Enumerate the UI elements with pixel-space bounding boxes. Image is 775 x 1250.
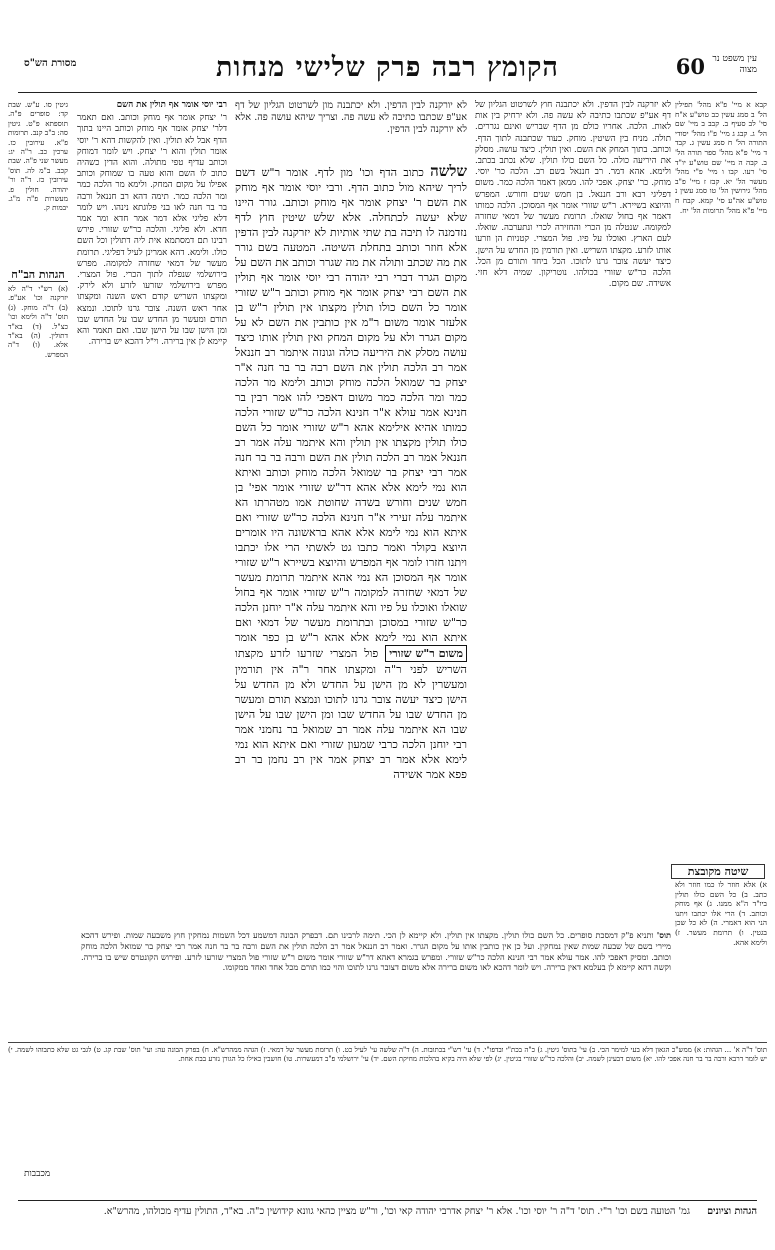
notes-block — [8, 1042, 767, 1168]
header-ein-mishpat-label: עין משפט נר מצוה — [712, 54, 757, 75]
header-masoret-label: מסורת הש"ס — [24, 58, 77, 69]
footer-divider — [18, 1200, 757, 1201]
footer-title: הגהות וציונים — [707, 1206, 757, 1217]
bottom-commentary-text: ותניא פ"ק דמסכת סופרים. כל השם כולו תולין. מקצתו אין תולין. ולא קיימא לן הכי. תימה לרבינו תם. דבפרק הבונה דמשמע דכל השמות נמחקין חוץ משבעה שמות. ופירש דהכא מיירי בשם של שבעה שמות שאין נמחקין. ועל כן אין כותבין אותו על מקום הגרר. ואמר רב חננאל אמר רב הלכה תולין את השם ורבה בר בר חנה אמר רבי יצחק בר שמואל הלכה מוחק וכותב. ומסיק דאפכי להו. אמר עולא אמר רבי חנינא הלכה כר"ש שזורי. ומפרש בגמרא דאהא דר"ש שזורי אומר משום ר"ש שזורי פול המצרי שזרעו לזרע. ופירוש הקונטרס שיש בו ברירה. וקשה דהא קיימא לן בעלמא דאין ברירה. ויש לומר דהכא לאו משום ברירה אלא משום דצובר גרנו לתוכו והוי כמו תורם מכל אחד ואחד ממקומו. — [81, 930, 671, 973]
page-footer — [18, 1206, 757, 1217]
gemara-lead: לא יורקנה לבין הדפין. ולא יכתבנה מון לשרטוט הגליון של דף אע"פ שכתבו כתיבה לא עשה פה. וצריך שיהא עושה פה. אלא לא יורקנה לבין הדפין. — [235, 100, 467, 135]
gemara-text-continued: פול המצרי שזרעו לזרע מקצתו השריש לפני ר"ה ומקצתו אחר ר"ה אין תורמין ומעשרין לא מן הישן על החדש ולא מן החדש על הישן כיצד יעשה צובר גרנו לתוכו ונמצא תורם ומעשר מן החדש שבו על החדש שבו ומן הישן שבו על הישן שבו הא איתמר עלה אמר רב שמואל בר נחמני אמר רבי יוחנן הלכה כרבי שמעון שזורי ואם איתא הוא נמי לימא אלא אמר רב יצחק אמר אין רב נחמן בר רב פפא אמר אשידה — [235, 647, 467, 781]
bottom-commentary — [81, 930, 671, 1038]
gemara-column — [235, 164, 467, 919]
rashi-text: לא יזרקנה לבין הדפין. ולא יכתבנה חוץ לשרטוט הגליון של דף אע"פ שכתבו כתיבה לא עשה פה. ולא ירחיק בין אות לאות. הלכה. אחריו כולם מן הדף שבריש ואינם נגררים. תולה. מניח בין השיטין. מוחק. כעוד שכתבנה לתוך הדף. וכותב. בתוך המחק את השם. ואין תולין. כיצד עושה. מסלק את היריעה כולה. כל השם כולו תולין. שלא נכתב בכתב. ולימא. אהא דמר. רב חננאל בשם רב. הלכה כר' יוסי. מוחק. כר' יצחק. אפכי להו. ממאן דאמר הלכה כמר. משום דפליגי רבא ורב חננאל. בן חמש שנים וחורש. המפרש והיוצא בשיירא. ר"ש שזורי אומר אף המסוכן. הלכה כמותו דאמר אף בחול שואלו. תרומת מעשר של דמאי שחזרה למקומה. שנטלה מן הכרי והחזירה לכרי ונתערבה. שואלו. לעם הארץ. ואוכלו על פיו. פול המצרי. קטניות הן וזרעו אותו לזרע. מקצתו השריש. ואין תורמין מן החדש על הישן. כיצד יעשה צובר גרנו לתוכו. הכל ביחד ותורם מן הכל. הלכה כר"ש שזורי בכולהו. נוטריקון. שמיה דלא חזי. אשידה. שם מקום. — [475, 100, 671, 290]
shita-mekubetzet-column — [675, 880, 767, 1040]
gemara-opening-word: שלשה — [430, 164, 467, 180]
gemara-text: כתוב הדף וכו' מון לדף. אומר ר"ש דשם לריך שיהא מול כתוב הדף. ורבי יוסי אומר אף מוחק את השם ר' יצחק אומר אף מוחק וכותב. גורר היינו שלא יעשה לכתחלה. אלא שלש שיטין חוץ לדף נזדמנה לו תיבה בת שתי אותיות לא יזרקנה לבין הדפין אלא חוזר וכותב בתחלת השיטה. המטעה בשם גורר את מה שכתב ותולה את מה שגרר וכותב את השם על מקום הגרר דברי רבי יהודה רבי יוסי אומר אף תולין את השם רבי יצחק אומר אף מוחק וכותב ר"ש שזורי אומר כל השם כולו תולין מקצתו אין תולין ר"ש בן אלעזר אומר משום ר"מ אין כותבין את השם לא על מקום הגרר ולא על מקום המחק ואין תולין אותו כיצד עושה מסלק את היריעה כולה וגונזה איתמר רב חננאל אמר רב הלכה תולין את השם רבה בר בר חנה א"ר יצחק בר שמואל הלכה מוחק וכותב ולימא מר הלכה כמר ומר הלכה כמר משום דאפכי להו אמר רבין בר חנינא אמר עולא א"ר חנינא הלכה כר"ש שזורי הלכה כמותו אהיא אילימא אהא ר"ש שזורי אומר כל השם כולו תולין מקצתו אין תולין והא איתמר עלה אמר רב חננאל אמר רב הלכה תולין את השם ורבה בר בר חנה אמר רבי יצחק בר שמואל הלכה מוחק וכותב ואיתא הוא נמי לימא אלא אהא דר"ש שזורי אומר אפי' בן חמש שנים וחורש בשדה שחוטת אמו מטהרתו הא איתמר עלה זעירי א"ר חנינא הלכה כר"ש שזורי ואם איתא הוא נמי לימא אלא אהא בראשונה היו אומרים היוצא בקולר ואמר כתבו גט לאשתי הרי אלו יכתבו ויתנו חזרו לומר אף המפרש והיוצא בשיירא ר"ש שזורי אומר אף המסוכן הא נמי אהא איתמר תרומת מעשר של דמאי שחזרה למקומה ר"ש שזורי אומר אף בחול שואלו ואוכלו על פיו והא איתמר עלה א"ר יוחנן הלכה כר"ש שזורי במסוכן ובתרומת מעשר של דמאי ואם איתא הוא נמי לימא אלא אהא ר"ש בן כפר אומר — [235, 166, 467, 644]
tosafot-column — [77, 100, 227, 790]
shita-mekubetzet-title: שיטה מקובצת — [671, 864, 765, 879]
catchword: מכבבות — [24, 1169, 51, 1179]
bottom-commentary-lead: תוס' — [656, 930, 671, 940]
haggahot-column — [8, 284, 68, 584]
footer-text: גמ' הטועה בשם וכו' ר"י. תוס' ד"ה ר' יוסי וכו'. אלא ר' יצחק אדרבי יהודה קאי וכו', ור"ש מציין כהאי גוונא קידושין כ"ה. בא"ד, התולין עדיף מכולהו, מהרש"א. — [103, 1206, 690, 1217]
page-title: הקומץ רבה פרק שלישי מנחות — [216, 52, 559, 83]
page-number: 60 — [675, 54, 705, 79]
masoret-hashas-text: גיטין סו. ע"ש. שבת קד: סופרים פ"ה. תוספתא פ"ט. גיטין סה: ב"ב קנב. תרומות פ"א. עירובין כז. ערכין כב. ר"ה יג: מעשר שני פ"ה. שבת קכב. ב"מ לה. תוס' עירובין כז. ד"ה ור' יהודה. חולין פ. מעשרות פ"ה מ"ג. יבמות ק. — [8, 100, 68, 213]
gemara-boxed-phrase: משום ר"ש שזורי — [385, 645, 467, 662]
rashi-column — [475, 100, 671, 790]
tosafot-text: ר' יצחק אומר אף מוחק וכותב. ואם תאמר דלר' יצחק אומר אף מוחק וכותב היינו בתוך הדף אבל לא תולין. ואין להקשות דהא ר' יוסי אומר תולין והוא ר' יצחק. ויש לומר דמוחק וכותב עדיף טפי מתולה. והוא הדין כשהיה כתוב לו השם והוא טעה בו שמוחק וכותב אפילו על מקום המחק. ולימא מר הלכה כמר ומר הלכה כמר. תימה דהא רב חננאל ורבה בר בר חנה לאו בני פלוגתא נינהו. ויש לומר דלא פליגי אלא דמר אמר חדא ומר אמר חדא. ולא פליגי. והלכה כר"ש שזורי. פירש רבינו תם דמסתמא אית ליה דתולין וכל השם כולו. ולימא. דהא אמרינן לעיל דפליגי. תרומת מעשר של דמאי שחזרה למקומה. מפרש בירושלמי שנפלה לתוך הכרי. פול המצרי. מפרש בירושלמי שזרעו לזרע ולא לירק. ומקצתו השריש קודם ראש השנה ומקצתו אחר ראש השנה. צובר גרנו לתוכו. ונמצא תורם ומעשר מן החדש שבו על החדש שבו ומן הישן שבו על הישן שבו. ואם תאמר והא קיימא לן אין ברירה. וי"ל דהכא יש ברירה. — [77, 113, 227, 348]
haggahot-text: (א) רש"י ד"ה לא יזרקנה וכו' אע"פ. (ב) ד"ה מוחק. (ג) תוס' ד"ה ולימא וכו' כצ"ל. (ד) בא"ד דתולין. (ה) בא"ד אלא. (ו) ד"ה המפרש. — [8, 284, 68, 359]
shita-mekubetzet-text: א) אלא חוזר לו כמו חוזר ולא כתב. ב) כל השם כולו תולין ביו"ד ה"א ממנו. ג) אף מוחק וכותב. ד) הרי אלו יכתבו ויתנו הני הוא דאמרי. ה) לא כל שכן בגטין. ו) תרומת מעשר. ז) ולימא אהא. — [675, 880, 767, 947]
masoret-hashas-column — [8, 100, 68, 1100]
header-divider — [18, 92, 757, 93]
tosafot-dibbur-hamatchil: רבי יוסי אומר אף תולין את השם — [116, 100, 227, 110]
notes-text: תוס' ד"ה א' ... הגהות: א) ממש"כ הגאון דלא בעי למימר הכי. ב) עי' בתוס' גיטין. ג) כ"ה בכת"י ובדפו"י. ד) עי' רש"י בכתובות. ה) ד"ה שלשה עי' לעיל כט. ו) תרומת מעשר של דמאי. ז) הגהה ממהרש"א. ח) בפרק הבונה עה: ועי' תוס' שבת קג. ט) לגבי גט שלא כתבוהו לשמה. י) יש לומר דרבא ורבה בר בר חנה אפכי להו. יא) משום דבעינן לשמה. יב) והלכה כר"ש שזורי בגיטין. יג) לפי שלא היה בקיא בהלכות מחיקת השם. יד) עי' ירושלמי פ"ב דמעשרות. טו) חושבין כאילו כל הגורן נזרע בבת אחת. — [8, 1046, 767, 1064]
haggahot-title: הגהות הב"ח — [8, 268, 68, 282]
ein-mishpat-text: קבא א מיי' פ"א מהל' תפילין הל' ב סמג עשין כב טוש"ע א"ח סי' לב סעיף ב. קבב ב מיי' שם הל' ג. קבג ג מיי' פ"ו מהל' יסודי התורה הל' ח סמג עשין ג. קבד ד מיי' פ"א מהל' ספר תורה הל' ב. קבה ה מיי' שם טוש"ע יו"ד סי' רעו. קבו ו מיי' פ"י מהל' מעשר הל' יא. קבז ז מיי' פ"ב מהל' גירושין הל' טו סמג עשין נ טוש"ע אה"ע סי' קמא. קבח ח מיי' פ"א מהל' תרומות הל' יח. — [675, 100, 767, 215]
page-header — [18, 54, 757, 88]
